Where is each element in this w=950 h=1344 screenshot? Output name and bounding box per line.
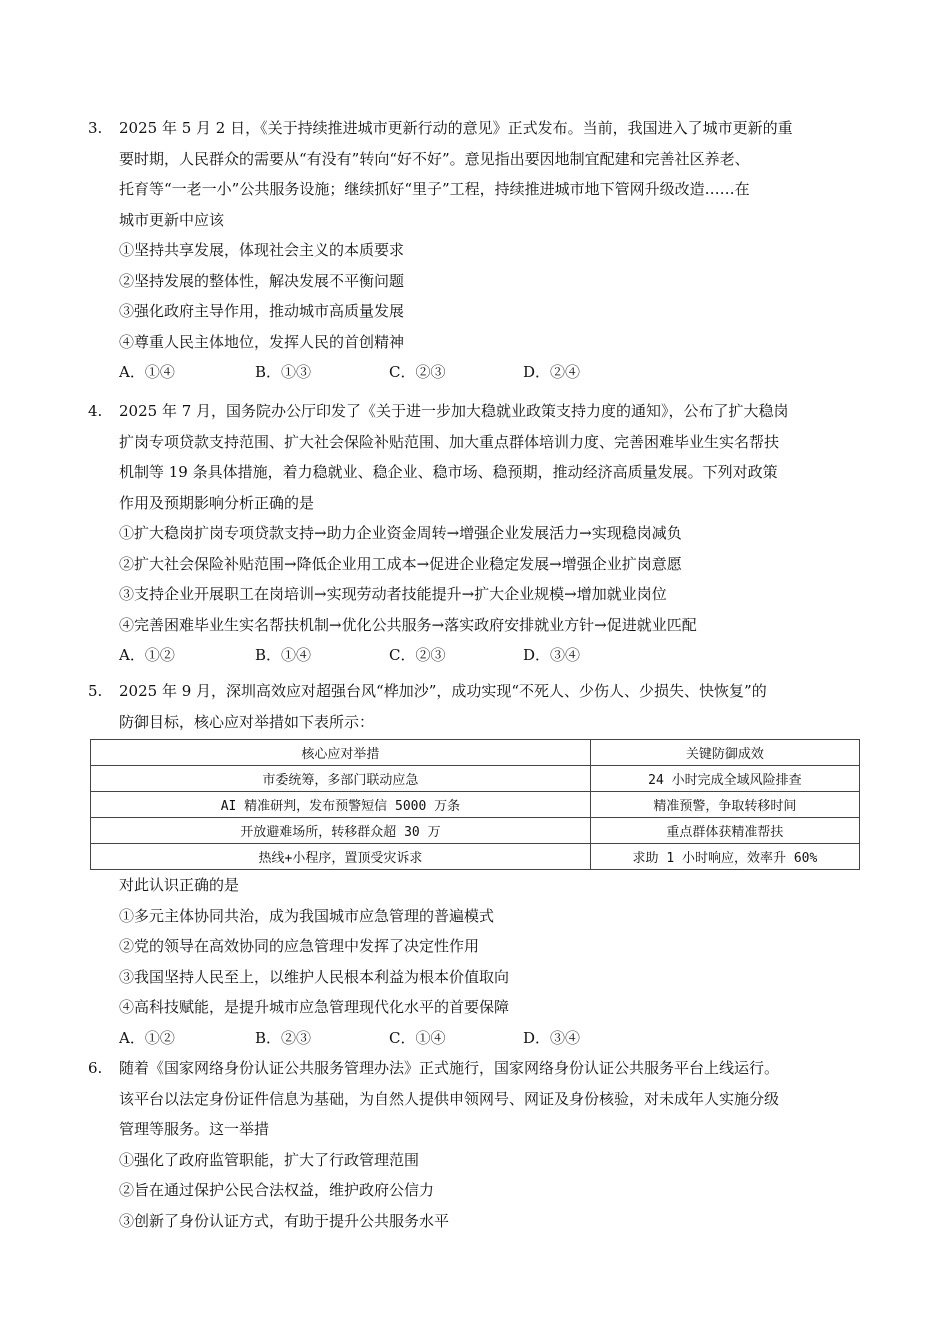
table-cell: 精准预警，争取转移时间 [590, 792, 859, 818]
statement-item: ①多元主体协同共治，成为我国城市应急管理的普遍模式 [119, 906, 495, 925]
question-stem-line: 2025 年 7 月，国务院办公厅印发了《关于进一步加大稳就业政策支持力度的通知》，公布了扩大稳岗 [119, 402, 789, 420]
table-row [91, 818, 860, 844]
statement-item: ③创新了身份认证方式，有助于提升公共服务水平 [119, 1211, 450, 1230]
option-b: B．①④ [255, 646, 312, 664]
option-d: D．③④ [523, 646, 581, 664]
option-d: D．③④ [523, 1028, 581, 1047]
table-header-cell: 核心应对举措 [91, 740, 591, 766]
question-4 [88, 396, 868, 671]
question-stem-line: 该平台以法定身份证件信息为基础，为自然人提供申领网号、网证及身份核验，对未成年人实施分级 [119, 1089, 780, 1108]
question-5-continued [88, 870, 868, 1053]
option-b: B．②③ [255, 1028, 312, 1047]
option-a: A．①④ [119, 363, 175, 381]
statement-item: ③支持企业开展职工在岗培训→实现劳动者技能提升→扩大企业规模→增加就业岗位 [119, 585, 667, 603]
option-c: C．②③ [389, 363, 446, 381]
question-number: 6. [88, 1059, 103, 1077]
statement-item: ②坚持发展的整体性，解决发展不平衡问题 [119, 271, 405, 290]
question-stem-line: 2025 年 9 月，深圳高效应对超强台风“桦加沙”，成功实现“不死人、少伤人、少损失、快恢复”的 [119, 682, 767, 700]
question-number: 3. [88, 119, 103, 137]
statement-item: ②党的领导在高效协同的应急管理中发挥了决定性作用 [119, 937, 480, 955]
table-header-cell: 关键防御成效 [590, 740, 859, 766]
table-row [91, 766, 860, 792]
question-stem-line: 托育等“一老一小”公共服务设施；继续抓好“里子”工程，持续推进城市地下管网升级改造……在 [119, 180, 750, 198]
option-d: D．②④ [523, 363, 581, 381]
question-number: 4. [88, 402, 103, 420]
question-stem-line: 城市更新中应该 [119, 210, 225, 229]
table-row [91, 844, 860, 870]
question-3 [88, 113, 868, 388]
statement-item: ④尊重人民主体地位，发挥人民的首创精神 [119, 332, 405, 351]
table-header-row [91, 740, 860, 766]
table-cell: 24 小时完成全域风险排查 [590, 766, 859, 792]
statement-item: ①扩大稳岗扩岗专项贷款支持→助力企业资金周转→增强企业发展活力→实现稳岗减负 [119, 524, 682, 542]
question-stem-line: 随着《国家网络身份认证公共服务管理办法》正式施行，国家网络身份认证公共服务平台上线运行。 [119, 1059, 780, 1077]
statement-item: ④高科技赋能，是提升城市应急管理现代化水平的首要保障 [119, 998, 510, 1016]
question-stem-line: 作用及预期影响分析正确的是 [119, 493, 315, 512]
question-stem-line: 防御目标，核心应对举措如下表所示： [119, 712, 375, 731]
option-a: A．①② [119, 1028, 175, 1047]
question-number: 5. [88, 682, 103, 700]
question-stem-line: 管理等服务。这一举措 [119, 1120, 270, 1138]
table-cell: AI 精准研判，发布预警短信 5000 万条 [91, 792, 591, 818]
answer-options [119, 1023, 868, 1054]
table-cell: 市委统筹，多部门联动应急 [91, 766, 591, 792]
table-row [91, 792, 860, 818]
option-c: C．①④ [389, 1028, 446, 1047]
table-cell: 热线+小程序，置顶受灾诉求 [91, 844, 591, 870]
statement-item: ①强化了政府监管职能，扩大了行政管理范围 [119, 1150, 420, 1169]
question-prompt: 对此认识正确的是 [119, 876, 240, 894]
question-stem-line: 机制等 19 条具体措施，着力稳就业、稳企业、稳市场、稳预期，推动经济高质量发展。下列对政策 [119, 463, 778, 481]
statement-item: ③我国坚持人民至上，以维护人民根本利益为根本价值取向 [119, 967, 510, 986]
question-5 [88, 676, 868, 737]
measures-table [90, 739, 860, 870]
statement-item: ④完善困难毕业生实名帮扶机制→优化公共服务→落实政府安排就业方针→促进就业匹配 [119, 615, 697, 634]
statement-item: ③强化政府主导作用，推动城市高质量发展 [119, 302, 405, 320]
question-6 [88, 1053, 868, 1236]
question-stem-line: 2025 年 5 月 2 日，《关于持续推进城市更新行动的意见》正式发布。当前，我国进入了城市更新的重 [119, 119, 793, 137]
statement-item: ②旨在通过保护公民合法权益，维护政府公信力 [119, 1181, 435, 1199]
option-c: C．②③ [389, 646, 446, 664]
question-stem-line: 扩岗专项贷款支持范围、扩大社会保险补贴范围、加大重点群体培训力度、完善困难毕业生实名帮扶 [119, 432, 780, 451]
question-stem-line: 要时期，人民群众的需要从“有没有”转向“好不好”。意见指出要因地制宜配建和完善社区养老、 [119, 149, 750, 168]
answer-options [119, 640, 868, 671]
table-cell: 重点群体获精准帮扶 [590, 818, 859, 844]
table-cell: 开放避难场所，转移群众超 30 万 [91, 818, 591, 844]
option-b: B．①③ [255, 363, 312, 381]
option-a: A．①② [119, 646, 175, 664]
table-cell: 求助 1 小时响应，效率升 60% [590, 844, 859, 870]
statement-item: ①坚持共享发展，体现社会主义的本质要求 [119, 241, 405, 259]
statement-item: ②扩大社会保险补贴范围→降低企业用工成本→促进企业稳定发展→增强企业扩岗意愿 [119, 554, 682, 573]
answer-options [119, 357, 868, 388]
